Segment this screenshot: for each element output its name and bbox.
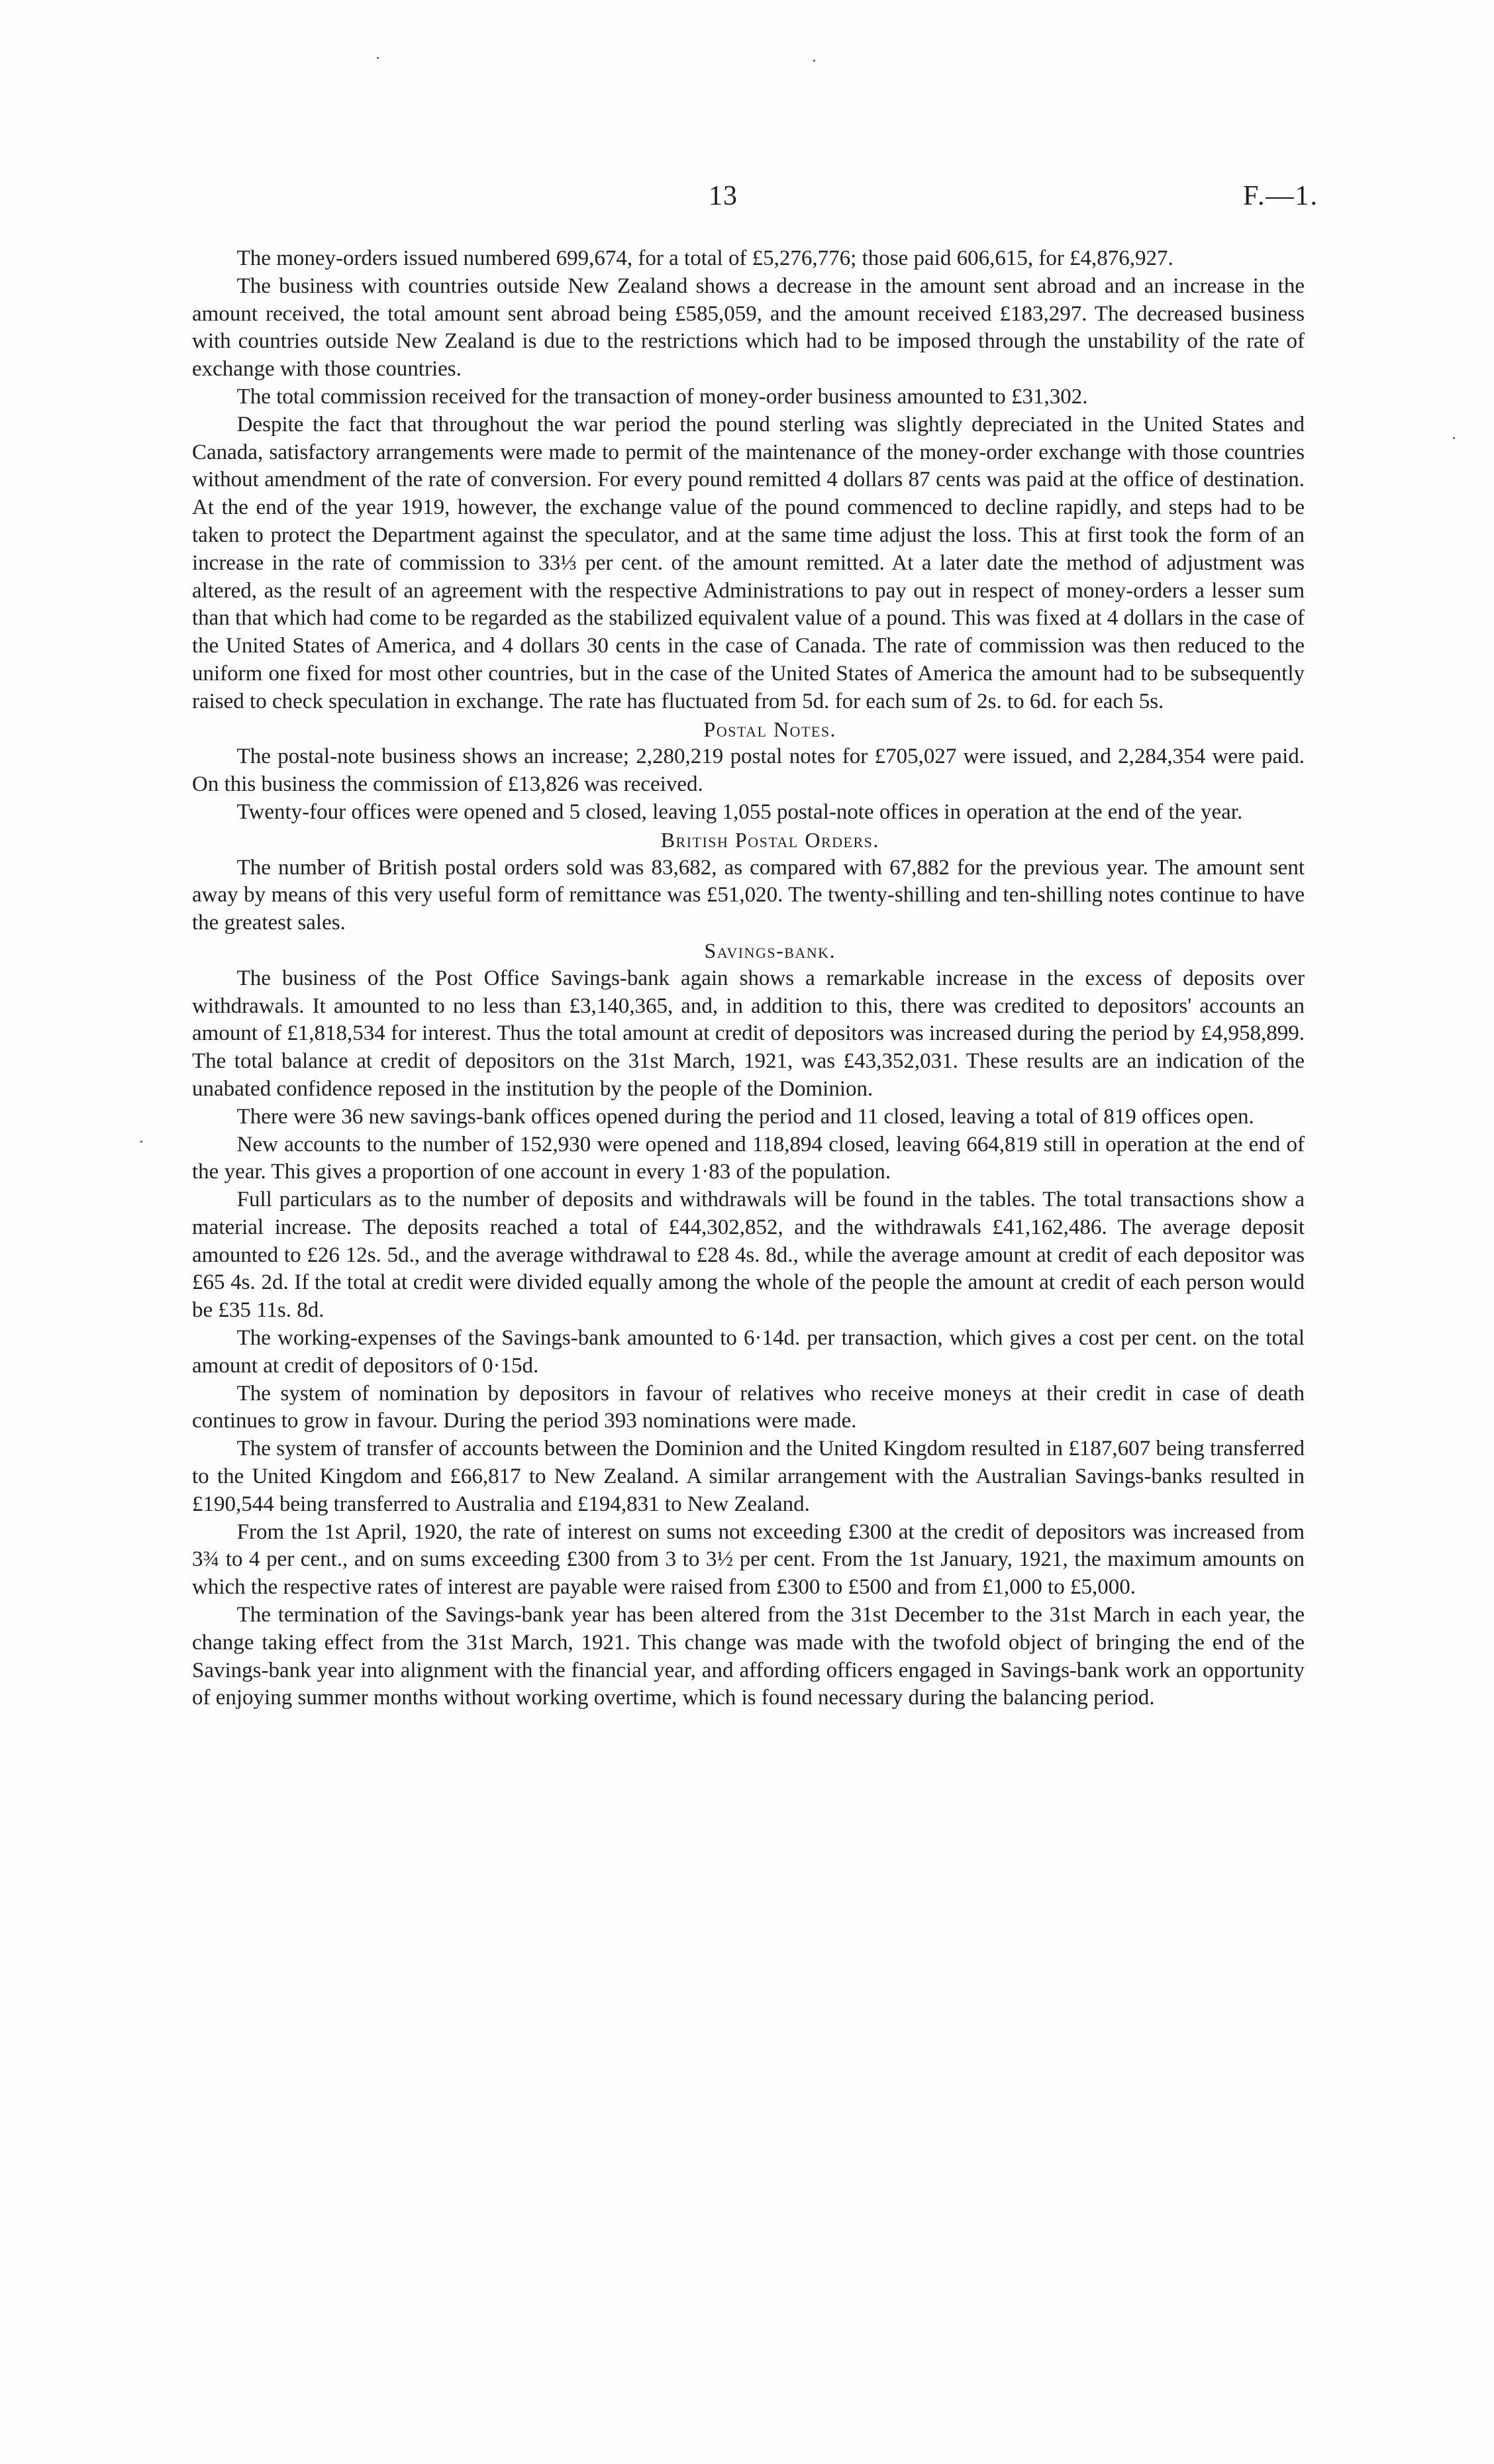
postal-notes-section: [192, 716, 1305, 827]
scan-speck: [140, 1141, 142, 1143]
paragraph: The postal-note business shows an increase; 2,280,219 postal notes for £705,027 were issued, and 2,284,354 were paid. On this business the commission of £13,826 was received.: [192, 744, 1305, 797]
paragraph: The total commission received for the transaction of money-order business amounted to £31,302.: [236, 384, 1088, 409]
paragraph: The business of the Post Office Savings-bank again shows a remarkable increase in the excess of deposits over withdrawals. It amounted to no less than £3,140,365, and, in addition to this, there was credited to depositors' accounts an amount of £1,818,534 for interest. Thus the total amount at credit of depositors was increased during the period by £4,958,899. The total balance at credit of depositors on the 31st March, 1921, was £43,352,031. These results are an indication of the unabated confidence reposed in the institution by the people of the Dominion.: [192, 966, 1305, 1101]
section-heading-savings-bank: Savings-bank.: [704, 938, 836, 962]
paragraph: The money-orders issued numbered 699,674, for a total of £5,276,776; those paid 606,615, for £4,876,927.: [236, 246, 1173, 270]
scan-speck: [813, 60, 815, 62]
scan-speck: [1453, 437, 1455, 439]
paragraph: The number of British postal orders sold was 83,682, as compared with 67,882 for the previous year. The amount sent away by means of this very useful form of remittance was £51,020. The twenty-shilling and ten-shilling notes continue to have the greatest sales.: [192, 855, 1305, 935]
savings-bank-section: [192, 937, 1305, 1712]
page-header: [0, 180, 1494, 220]
paragraph: Full particulars as to the number of deposits and withdrawals will be found in the tables. The total transactions show a material increase. The deposits reached a total of £44,302,852, and the withdrawals £41,162,486. The average deposit amounted to £26 12s. 5d., and the average withdrawal to £28 4s. 8d., while the average amount at credit of each depositor was £65 4s. 2d. If the total at credit were divided equally among the whole of the people the amount at credit of each person would be £35 11s. 8d.: [192, 1188, 1305, 1323]
page-number: 13: [709, 181, 738, 211]
scan-speck: [377, 57, 379, 59]
british-postal-orders-section: [192, 827, 1305, 937]
paragraph: From the 1st April, 1920, the rate of interest on sums not exceeding £300 at the credit of depositors was increased from 3¾ to 4 per cent., and on sums exceeding £300 from 3 to 3½ per cent. From the 1st January, 1921, the maximum amounts on which the respective rates of interest are payable were raised from £300 to £500 and from £1,000 to £5,000.: [192, 1519, 1305, 1600]
paragraph: The termination of the Savings-bank year has been altered from the 31st December to the 31st March in each year, the change taking effect from the 31st March, 1921. This change was made with the twofold object of bringing the end of the Savings-bank year into alignment with the financial year, and affording officers engaged in Savings-bank work an opportunity of enjoying summer months without working overtime, which is found necessary during the balancing period.: [192, 1603, 1305, 1710]
paragraph: There were 36 new savings-bank offices opened during the period and 11 closed, leaving a total of 819 offices open.: [236, 1104, 1254, 1129]
money-orders-section: [192, 245, 1305, 716]
paragraph: The system of transfer of accounts between the Dominion and the United Kingdom resulted in £187,607 being transferred to the United Kingdom and £66,817 to New Zealand. A similar arrangement with the Australian Savings-banks resulted in £190,544 being transferred to Australia and £194,831 to New Zealand.: [192, 1437, 1305, 1516]
section-heading-british-postal-orders: British Postal Orders.: [660, 827, 879, 852]
report-body: [192, 245, 1305, 1712]
document-reference: F.—1.: [1243, 181, 1319, 211]
paragraph: The business with countries outside New Zealand shows a decrease in the amount sent abroad and an increase in the amount received, the total amount sent abroad being £585,059, and the amount received £183,297. The decreased business with countries outside New Zealand is due to the restrictions which had to be imposed through the unstability of the rate of exchange with those countries.: [192, 274, 1305, 382]
paragraph: The working-expenses of the Savings-bank amounted to 6·14d. per transaction, which gives a cost per cent. on the total amount at credit of depositors of 0·15d.: [192, 1326, 1305, 1378]
paragraph: New accounts to the number of 152,930 were opened and 118,894 closed, leaving 664,819 still in operation at the end of the year. This gives a proportion of one account in every 1·83 of the population.: [192, 1132, 1305, 1184]
section-heading-postal-notes: Postal Notes.: [703, 717, 837, 741]
paragraph: Twenty-four offices were opened and 5 closed, leaving 1,055 postal-note offices in operation at the end of the year.: [236, 799, 1243, 824]
paragraph: Despite the fact that throughout the war period the pound sterling was slightly depreciated in the United States and Canada, satisfactory arrangements were made to permit of the maintenance of the money-order exchange with those countries without amendment of the rate of conversion. For every pound remitted 4 dollars 87 cents was paid at the office of destination. At the end of the year 1919, however, the exchange value of the pound commenced to decline rapidly, and steps had to be taken to protect the Department against the speculator, and at the same time adjust the loss. This at first took the form of an increase in the rate of commission to 33⅓ per cent. of the amount remitted. At a later date the method of adjustment was altered, as the result of an agreement with the respective Administrations to pay out in respect of money-orders a lesser sum than that which had come to be regarded as the stabilized equivalent value of a pound. This was fixed at 4 dollars in the case of the United States of America, and 4 dollars 30 cents in the case of Canada. The rate of commission was then reduced to the uniform one fixed for most other countries, but in the case of the United States of America the amount had to be subsequently raised to check speculation in exchange. The rate has fluctuated from 5d. for each sum of 2s. to 6d. for each 5s.: [192, 412, 1305, 713]
paragraph: The system of nomination by depositors in favour of relatives who receive moneys at their credit in case of death continues to grow in favour. During the period 393 nominations were made.: [192, 1381, 1305, 1433]
